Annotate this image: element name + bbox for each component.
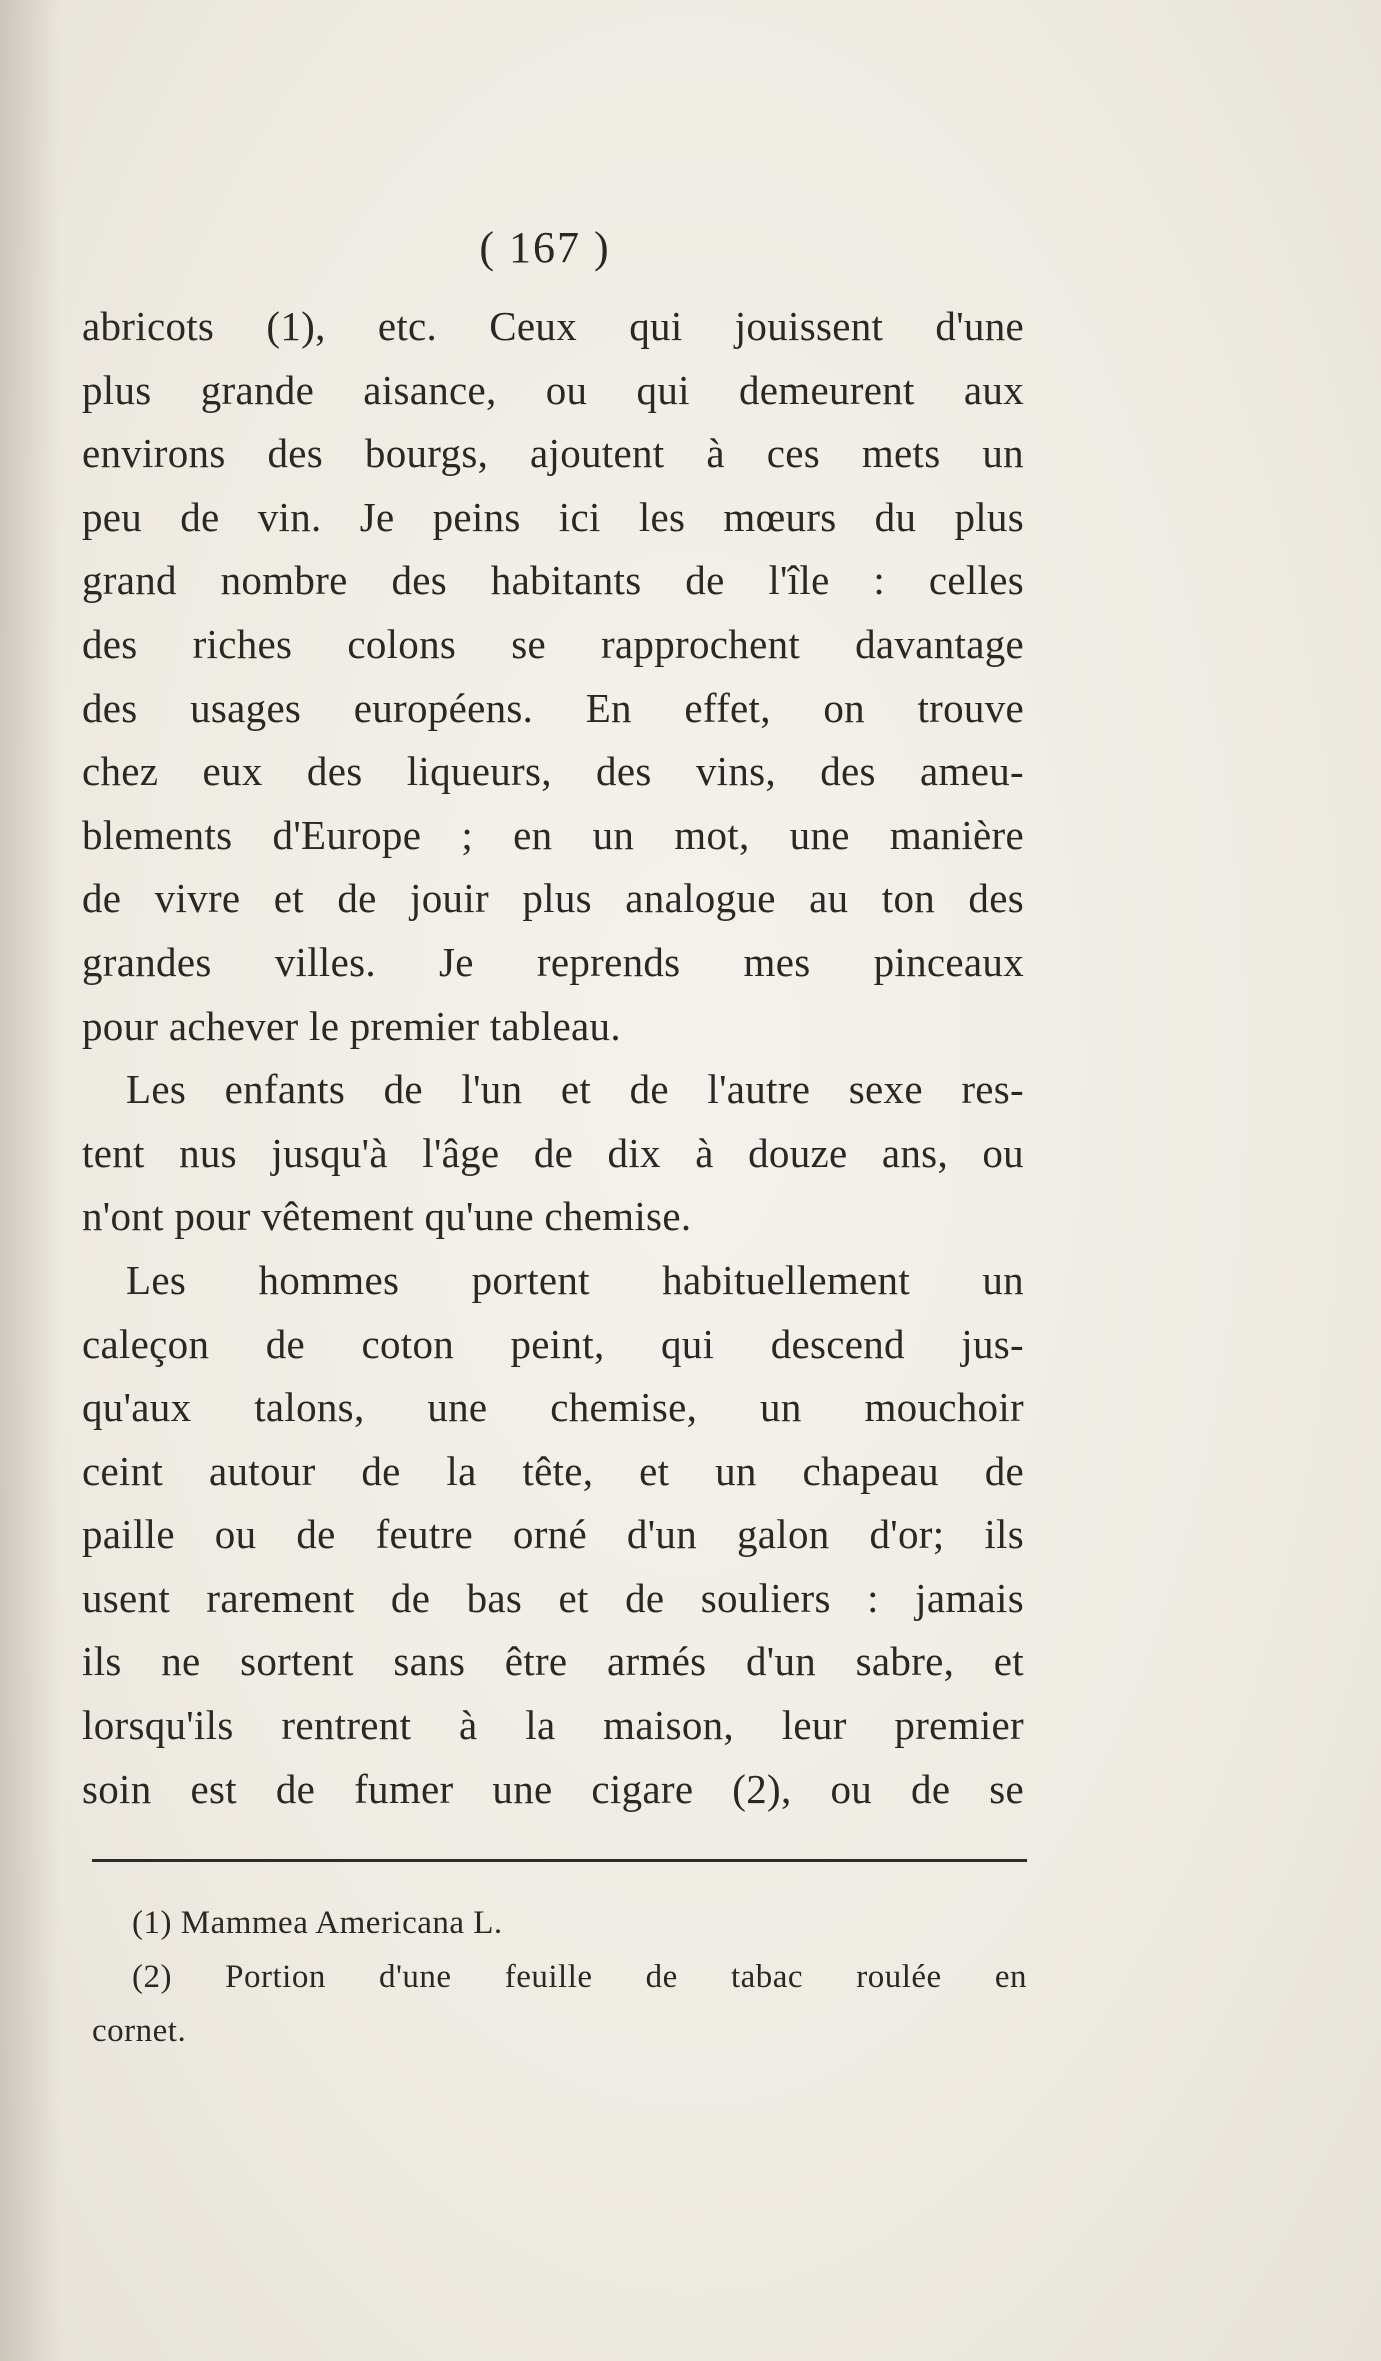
text-line: Les enfants de l'un et de l'autre sexe res- — [126, 1066, 1024, 1113]
text-line: lorsqu'ils rentrent à la maison, leur premier — [82, 1702, 1024, 1749]
text-line: tent nus jusqu'à l'âge de dix à douze ans, ou — [82, 1129, 1024, 1176]
text-line: soin est de fumer une cigare (2), ou de se — [82, 1765, 1024, 1812]
text-line: grandes villes. Je reprends mes pinceaux — [82, 938, 1024, 985]
footnote-1: (1) Mammea Americana L. — [132, 1905, 503, 1941]
text-line: de vivre et de jouir plus analogue au ton des — [82, 875, 1024, 922]
text-line: chez eux des liqueurs, des vins, des ameu- — [82, 748, 1024, 795]
text-line: n'ont pour vêtement qu'une chemise. — [82, 1193, 692, 1240]
text-line: blements d'Europe ; en un mot, une manière — [82, 811, 1024, 858]
text-line: plus grande aisance, ou qui demeurent aux — [82, 366, 1024, 413]
body-text — [82, 295, 1024, 1821]
text-line: qu'aux talons, une chemise, un mouchoir — [82, 1384, 1024, 1431]
text-line: ceint autour de la tête, et un chapeau de — [82, 1447, 1024, 1494]
text-line: usent rarement de bas et de souliers : jamais — [82, 1574, 1024, 1621]
text-line: abricots (1), etc. Ceux qui jouissent d'une — [82, 303, 1024, 349]
footnote-2-continued: cornet. — [92, 2013, 187, 2049]
text-line: pour achever le premier tableau. — [82, 1002, 621, 1049]
text-line: paille ou de feutre orné d'un galon d'or; ils — [82, 1511, 1024, 1558]
text-line: environs des bourgs, ajoutent à ces mets un — [82, 430, 1024, 477]
text-line: caleçon de coton peint, qui descend jus- — [82, 1320, 1024, 1367]
text-line: ils ne sortent sans être armés d'un sabre, et — [82, 1638, 1024, 1685]
text-line: grand nombre des habitants de l'île : celles — [82, 557, 1024, 604]
footnote-2: (2) Portion d'une feuille de tabac roulée en — [132, 1959, 1027, 1995]
footnote-divider — [92, 1859, 1027, 1862]
footnotes — [92, 1896, 1027, 2058]
text-line: des riches colons se rapprochent davantage — [82, 620, 1024, 667]
text-line: Les hommes portent habituellement un — [126, 1256, 1024, 1303]
text-line: peu de vin. Je peins ici les mœurs du plus — [82, 493, 1024, 540]
text-line: des usages européens. En effet, on trouve — [82, 684, 1024, 731]
page-number: ( 167 ) — [479, 223, 611, 272]
spine-shadow — [0, 0, 60, 2361]
